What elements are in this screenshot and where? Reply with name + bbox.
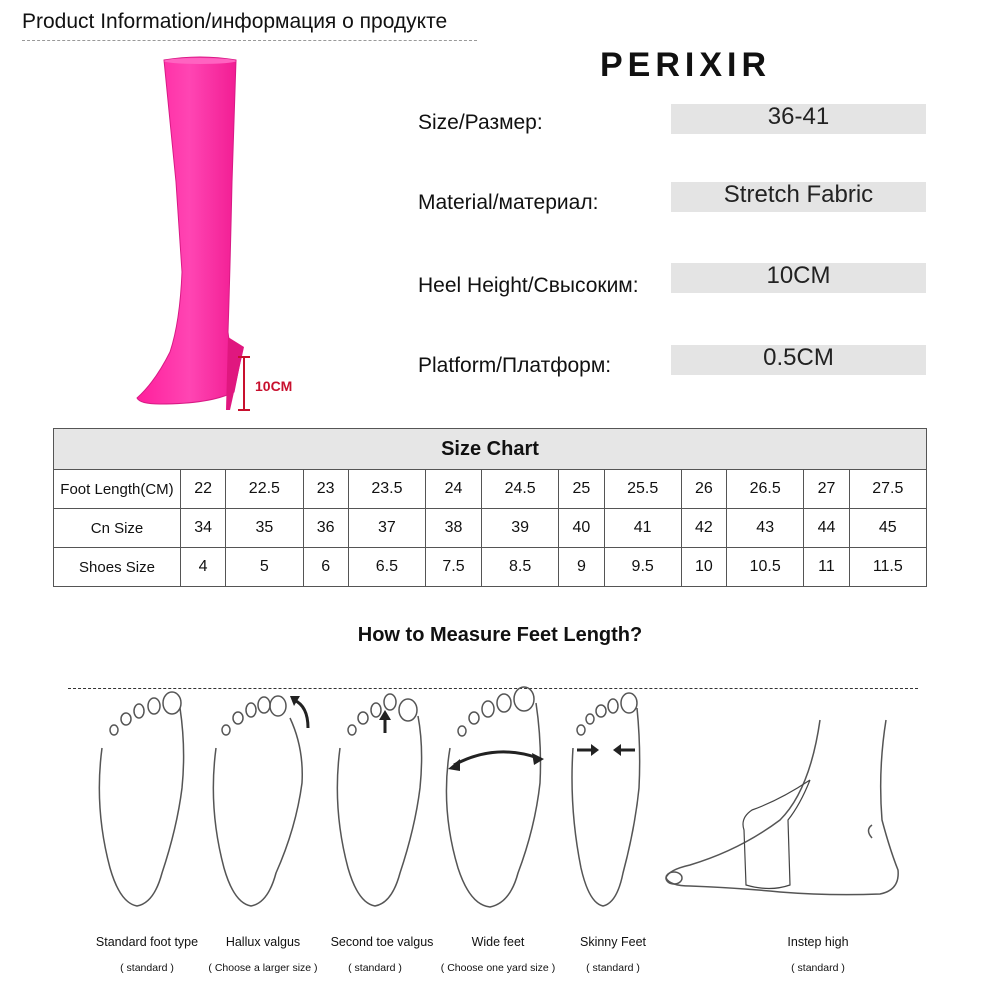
table-cell: 6 xyxy=(303,548,348,587)
spec-platform-label: Platform/Платформ: xyxy=(418,354,612,377)
foot-note-hallux: ( Choose a larger size ) xyxy=(208,962,318,974)
spec-size-label: Size/Размер: xyxy=(418,111,543,134)
table-cell: 27 xyxy=(804,470,849,509)
spec-heel-value: 10CM xyxy=(766,262,831,289)
foot-name-skinny: Skinny Feet xyxy=(579,935,646,949)
hallux-valgus-foot-icon xyxy=(208,688,318,913)
heel-height-label: 10CM xyxy=(255,378,293,394)
table-cell: 39 xyxy=(481,509,558,548)
foot-name-wide: Wide feet xyxy=(471,935,525,949)
header-divider xyxy=(22,40,477,41)
spec-material-label: Material/материал: xyxy=(418,191,599,214)
table-cell: 42 xyxy=(681,509,726,548)
table-cell: 36 xyxy=(303,509,348,548)
wide-foot-icon xyxy=(440,683,550,913)
table-cell: 34 xyxy=(181,509,226,548)
spec-size-box xyxy=(671,104,926,134)
spec-heel-label: Heel Height/Свысоким: xyxy=(418,274,639,297)
spec-size-value: 36-41 xyxy=(767,103,830,130)
row-header: Cn Size xyxy=(54,509,181,548)
table-row xyxy=(54,509,927,548)
foot-name-second-toe: Second toe valgus xyxy=(330,935,434,949)
foot-name-instep: Instep high xyxy=(787,935,849,949)
table-cell: 23.5 xyxy=(348,470,425,509)
standard-foot-icon xyxy=(92,688,192,913)
table-cell: 9 xyxy=(559,548,604,587)
measure-title: How to Measure Feet Length? xyxy=(357,624,643,646)
row-header: Shoes Size xyxy=(54,548,181,587)
foot-note-skinny: ( standard ) xyxy=(586,962,640,974)
table-cell: 27.5 xyxy=(849,470,926,509)
table-cell: 43 xyxy=(727,509,804,548)
boot-image xyxy=(120,52,255,417)
table-cell: 40 xyxy=(559,509,604,548)
skinny-foot-icon xyxy=(565,688,650,913)
table-cell: 37 xyxy=(348,509,425,548)
second-toe-foot-icon xyxy=(330,688,430,913)
spec-material-value: Stretch Fabric xyxy=(723,181,874,208)
spec-material-box xyxy=(671,182,926,212)
table-cell: 5 xyxy=(226,548,303,587)
foot-name-hallux: Hallux valgus xyxy=(225,935,301,949)
table-cell: 4 xyxy=(181,548,226,587)
table-cell: 11.5 xyxy=(849,548,926,587)
table-cell: 23 xyxy=(303,470,348,509)
table-cell: 25.5 xyxy=(604,470,681,509)
size-chart-title: Size Chart xyxy=(54,429,927,470)
foot-note-wide: ( Choose one yard size ) xyxy=(440,962,556,974)
table-cell: 22 xyxy=(181,470,226,509)
foot-note-standard: ( standard ) xyxy=(120,962,174,974)
foot-note-second-toe: ( standard ) xyxy=(348,962,402,974)
row-header: Foot Length(CM) xyxy=(54,470,181,509)
table-cell: 10.5 xyxy=(727,548,804,587)
table-cell: 24 xyxy=(426,470,482,509)
spec-heel-box xyxy=(671,263,926,293)
table-row xyxy=(54,470,927,509)
table-cell: 10 xyxy=(681,548,726,587)
table-cell: 11 xyxy=(804,548,849,587)
table-cell: 44 xyxy=(804,509,849,548)
table-cell: 41 xyxy=(604,509,681,548)
table-cell: 26.5 xyxy=(727,470,804,509)
spec-platform-box xyxy=(671,345,926,375)
foot-name-standard: Standard foot type xyxy=(95,935,199,949)
table-cell: 35 xyxy=(226,509,303,548)
table-row xyxy=(54,548,927,587)
table-cell: 9.5 xyxy=(604,548,681,587)
size-chart-table xyxy=(53,428,927,587)
table-cell: 45 xyxy=(849,509,926,548)
table-cell: 6.5 xyxy=(348,548,425,587)
foot-note-instep: ( standard ) xyxy=(791,962,845,974)
table-cell: 38 xyxy=(426,509,482,548)
spec-platform-value: 0.5CM xyxy=(763,344,834,371)
table-cell: 7.5 xyxy=(426,548,482,587)
brand-logo: PERIXIR xyxy=(600,46,772,84)
instep-high-foot-icon xyxy=(660,710,910,910)
table-cell: 25 xyxy=(559,470,604,509)
table-cell: 24.5 xyxy=(481,470,558,509)
table-cell: 8.5 xyxy=(481,548,558,587)
table-cell: 26 xyxy=(681,470,726,509)
page-title: Product Information/информация о продукте xyxy=(22,10,448,33)
table-cell: 22.5 xyxy=(226,470,303,509)
